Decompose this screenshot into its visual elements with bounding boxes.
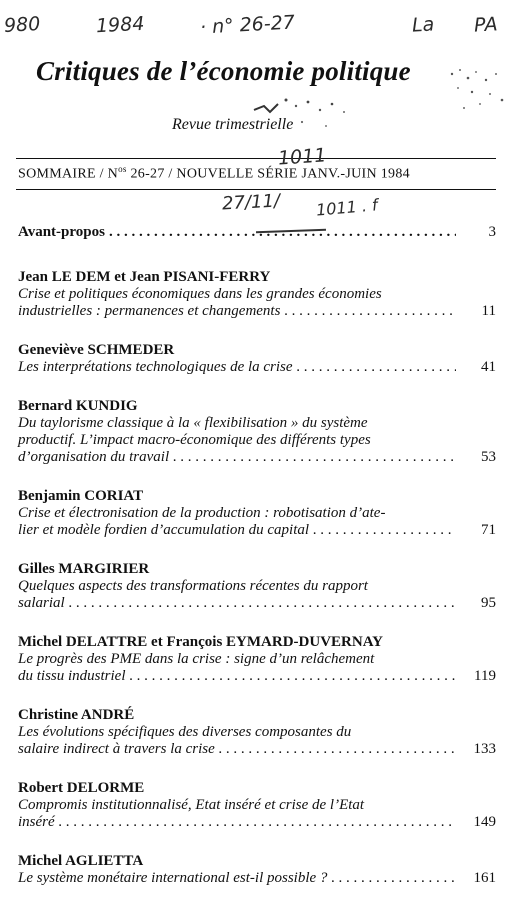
toc-line [18, 668, 496, 685]
leader-dots [297, 359, 456, 376]
toc-line [18, 522, 496, 539]
handwritten-note: 1011 . f [315, 195, 379, 220]
article-title-line: Crise et politiques économiques dans les grandes économies [18, 286, 382, 302]
toc-entry [18, 853, 496, 887]
journal-title: Critiques de l’économie politique [36, 56, 411, 86]
article-title-line: du tissu industriel [18, 668, 126, 684]
article-title-line: Le progrès des PME dans la crise : signe d’un relâchement [18, 651, 375, 667]
handwritten-note: · n° 26-27 [199, 11, 296, 39]
toc-entry [18, 707, 496, 758]
article-title-line: productif. L’impact macro-économique des différents types [18, 432, 371, 448]
leader-dots [313, 522, 456, 539]
toc-entry [18, 269, 496, 320]
toc-entry [18, 780, 496, 831]
toc-entry [18, 561, 496, 612]
page-number: 161 [473, 870, 496, 886]
leader-dots [109, 224, 456, 241]
article-title-line: Le système monétaire international est-il possible ? [18, 870, 328, 886]
page-number: 71 [481, 522, 496, 538]
page-number: 11 [481, 303, 496, 319]
leader-dots [284, 303, 456, 320]
handwritten-note: 1984 [95, 12, 145, 38]
author-name: Michel DELATTRE et François EYMARD-DUVERNAY [18, 634, 383, 650]
author-name: Michel AGLIETTA [18, 853, 144, 869]
article-title-line: Compromis institutionnalisé, Etat inséré et crise de l’Etat [18, 797, 365, 813]
author-name: Christine ANDRÉ [18, 707, 135, 723]
author-name: Geneviève SCHMEDER [18, 342, 175, 358]
leader-dots [59, 814, 456, 831]
author-name: Gilles MARGIRIER [18, 561, 150, 577]
stamp-smudge-icon [446, 64, 508, 116]
leader-dots [130, 668, 456, 685]
toc-entry [18, 398, 496, 466]
divider [16, 189, 496, 190]
leader-dots [173, 449, 456, 466]
article-title-line: industrielles : permanences et changements [18, 303, 281, 319]
article-title-line: salaire indirect à travers la crise [18, 741, 215, 757]
author-name: Bernard KUNDIG [18, 398, 138, 414]
author-name: Jean LE DEM et Jean PISANI-FERRY [18, 269, 271, 285]
issue-header-text: SOMMAIRE / $N^{os}$ 26-27 / NOUVELLE SÉRIE JANV.-JUIN 1984 [18, 164, 410, 182]
toc-line [18, 741, 496, 758]
article-title-line: Les interprétations technologiques de la crise [18, 359, 293, 375]
toc-line [18, 814, 496, 831]
divider [16, 158, 496, 159]
toc-entry [18, 488, 496, 539]
toc-line [18, 303, 496, 320]
toc-line [18, 870, 496, 887]
page-number: 95 [481, 595, 496, 611]
page-number: 3 [488, 224, 496, 240]
author-name: Benjamin CORIAT [18, 488, 144, 504]
handwritten-annotation-top [0, 8, 516, 44]
toc-title: Avant-propos [18, 224, 105, 240]
article-title-line: inséré [18, 814, 55, 830]
article-title-line: lier et modèle fordien d’accumulation du capital [18, 522, 310, 538]
page-number: 119 [474, 668, 496, 684]
article-title-line: salarial [18, 595, 65, 611]
leader-dots [219, 741, 456, 758]
table-of-contents [18, 224, 496, 887]
page-number: 53 [481, 449, 496, 465]
handwritten-note: 27/11/ [221, 190, 281, 215]
article-title-line: d’organisation du travail [18, 449, 170, 465]
issue-header-line [18, 164, 496, 183]
toc-line [18, 449, 496, 466]
toc-entry-avant-propos [18, 224, 496, 241]
author-name: Robert DELORME [18, 780, 145, 796]
handwritten-note: 1011 [277, 144, 328, 170]
handwritten-note: 980 [3, 13, 41, 37]
article-title-line: Crise et électronisation de la production : robotisation d’ate- [18, 505, 386, 521]
toc-line [18, 595, 496, 612]
toc-entry [18, 634, 496, 685]
toc-line [18, 359, 496, 376]
page-number: 149 [473, 814, 496, 830]
leader-dots [331, 870, 456, 887]
page-number: 41 [481, 359, 496, 375]
article-title-line: Quelques aspects des transformations récentes du rapport [18, 578, 368, 594]
leader-dots [69, 595, 456, 612]
journal-subtitle: Revue trimestrielle [172, 116, 294, 133]
handwritten-note: PA [473, 13, 499, 37]
article-title-line: Du taylorisme classique à la « flexibilisation » du système [18, 415, 368, 431]
article-title-line: Les évolutions spécifiques des diverses composantes du [18, 724, 352, 740]
toc-entry [18, 342, 496, 376]
handwritten-note: La [411, 13, 435, 37]
page-number: 133 [473, 741, 496, 757]
